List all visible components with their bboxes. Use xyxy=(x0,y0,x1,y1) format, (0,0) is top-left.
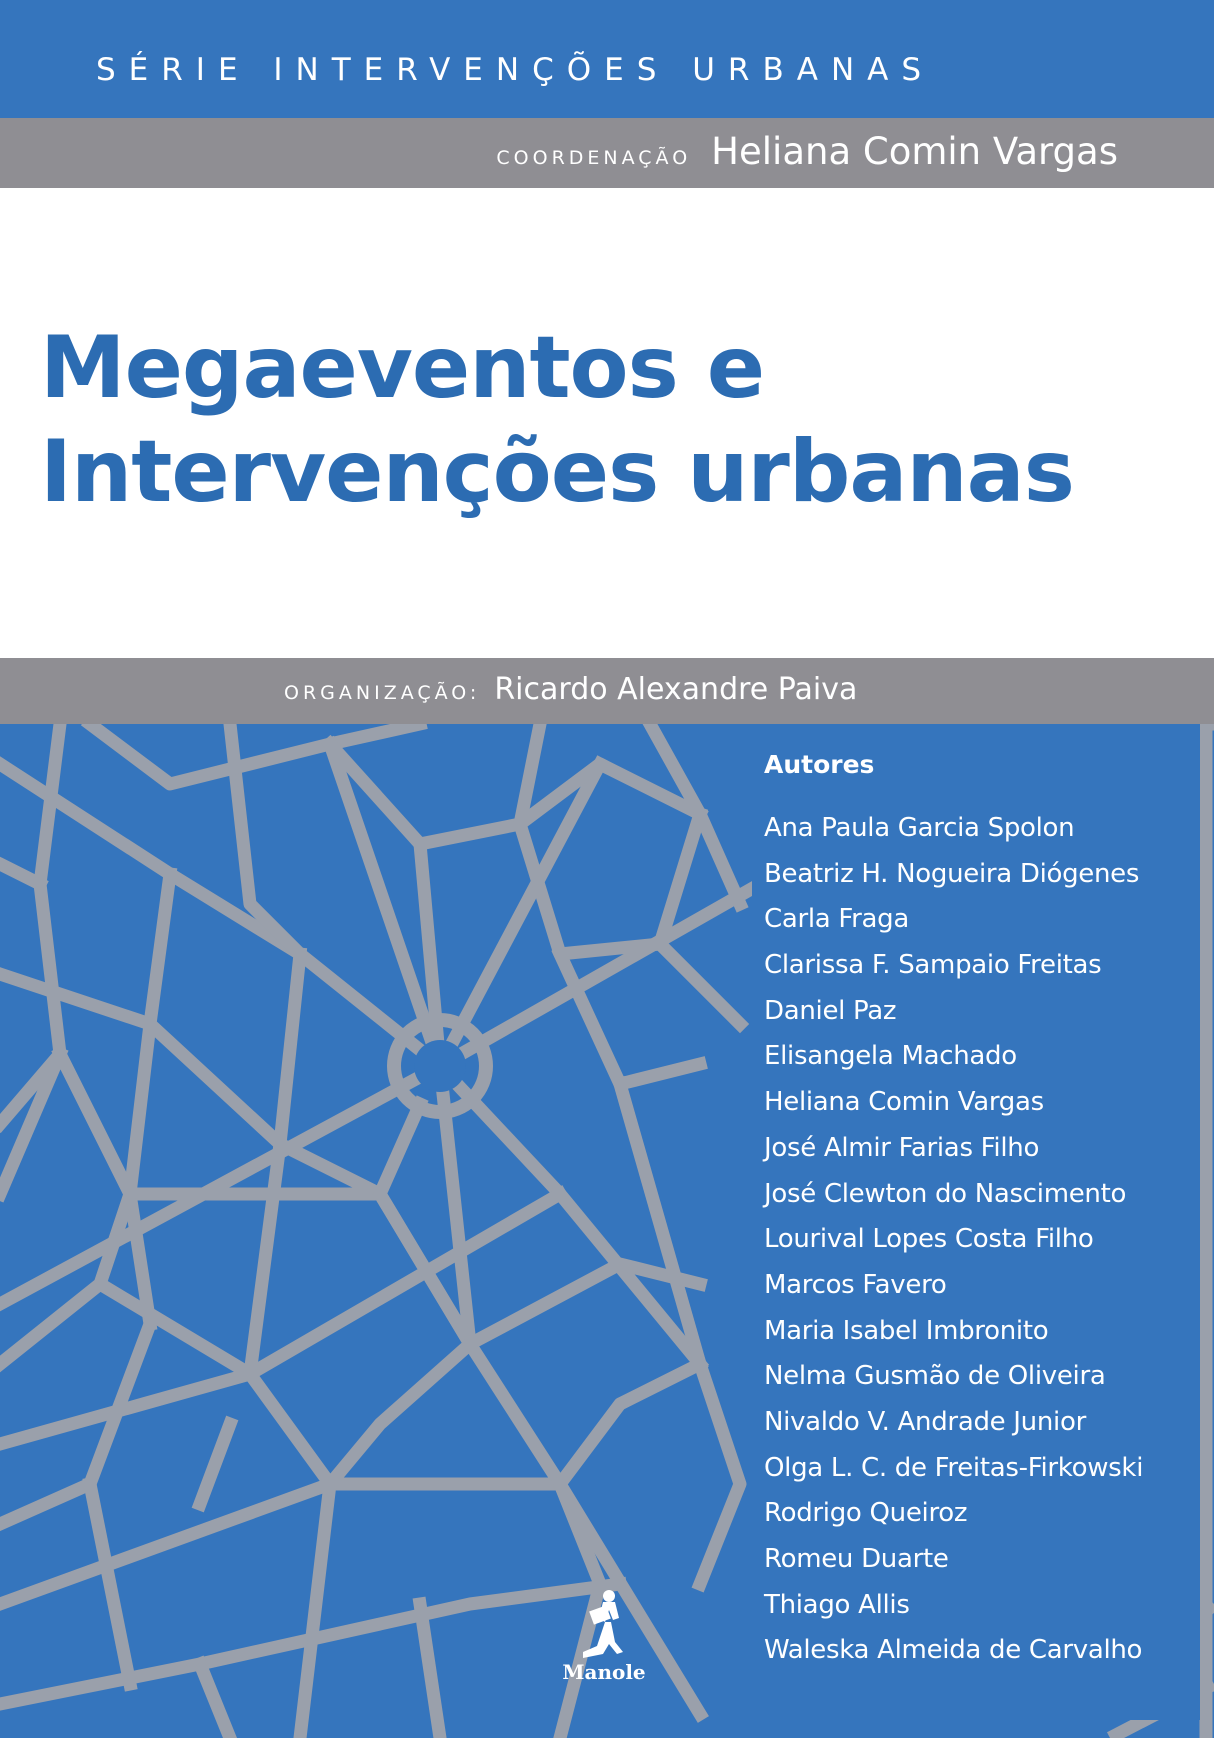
author-name: Thiago Allis xyxy=(764,1589,910,1620)
author-name: Daniel Paz xyxy=(764,995,897,1026)
organization-label: ORGANIZAÇÃO: xyxy=(284,682,481,704)
book-title xyxy=(40,316,1074,524)
author-name: Carla Fraga xyxy=(764,904,910,935)
author-name: Marcos Favero xyxy=(764,1269,947,1300)
author-name: Maria Isabel Imbronito xyxy=(764,1315,1049,1346)
author-name: Waleska Almeida de Carvalho xyxy=(764,1635,1143,1666)
author-name: José Almir Farias Filho xyxy=(764,1132,1040,1163)
title-area xyxy=(0,188,1214,658)
book-title-line-2: Intervenções urbanas xyxy=(40,422,1074,522)
publisher-name: Manole xyxy=(562,1660,646,1684)
author-name: Nelma Gusmão de Oliveira xyxy=(764,1361,1106,1392)
author-name: Rodrigo Queiroz xyxy=(764,1498,968,1529)
organization-band xyxy=(0,658,1214,724)
author-name: Clarissa F. Sampaio Freitas xyxy=(764,950,1102,981)
coordination-band xyxy=(0,118,1214,188)
author-name: Beatriz H. Nogueira Diógenes xyxy=(764,858,1140,889)
organization-row xyxy=(284,672,857,707)
coordination-label: COORDENAÇÃO xyxy=(496,147,692,169)
series-title: SÉRIE INTERVENÇÕES URBANAS xyxy=(96,52,935,88)
authors-list xyxy=(764,806,1143,1674)
coordination-row xyxy=(496,130,1118,173)
author-name: Nivaldo V. Andrade Junior xyxy=(764,1406,1086,1437)
authors-panel xyxy=(752,724,1200,1720)
street-map-area xyxy=(0,724,1214,1738)
publisher-figure-icon xyxy=(569,1588,639,1660)
author-name: Romeu Duarte xyxy=(764,1544,949,1574)
author-name: Ana Paula Garcia Spolon xyxy=(764,813,1075,843)
author-name: Elisangela Machado xyxy=(764,1041,1017,1072)
publisher-logo xyxy=(554,1588,654,1684)
author-name: Lourival Lopes Costa Filho xyxy=(764,1224,1094,1255)
author-name: José Clewton do Nascimento xyxy=(764,1178,1127,1209)
coordinator-name: Heliana Comin Vargas xyxy=(711,130,1118,173)
organizer-name: Ricardo Alexandre Paiva xyxy=(494,672,858,707)
book-title-line-1: Megaeventos e xyxy=(40,318,765,418)
series-band xyxy=(0,0,1214,118)
authors-heading: Autores xyxy=(764,750,875,779)
author-name: Heliana Comin Vargas xyxy=(764,1087,1044,1118)
author-name: Olga L. C. de Freitas-Firkowski xyxy=(764,1452,1144,1483)
